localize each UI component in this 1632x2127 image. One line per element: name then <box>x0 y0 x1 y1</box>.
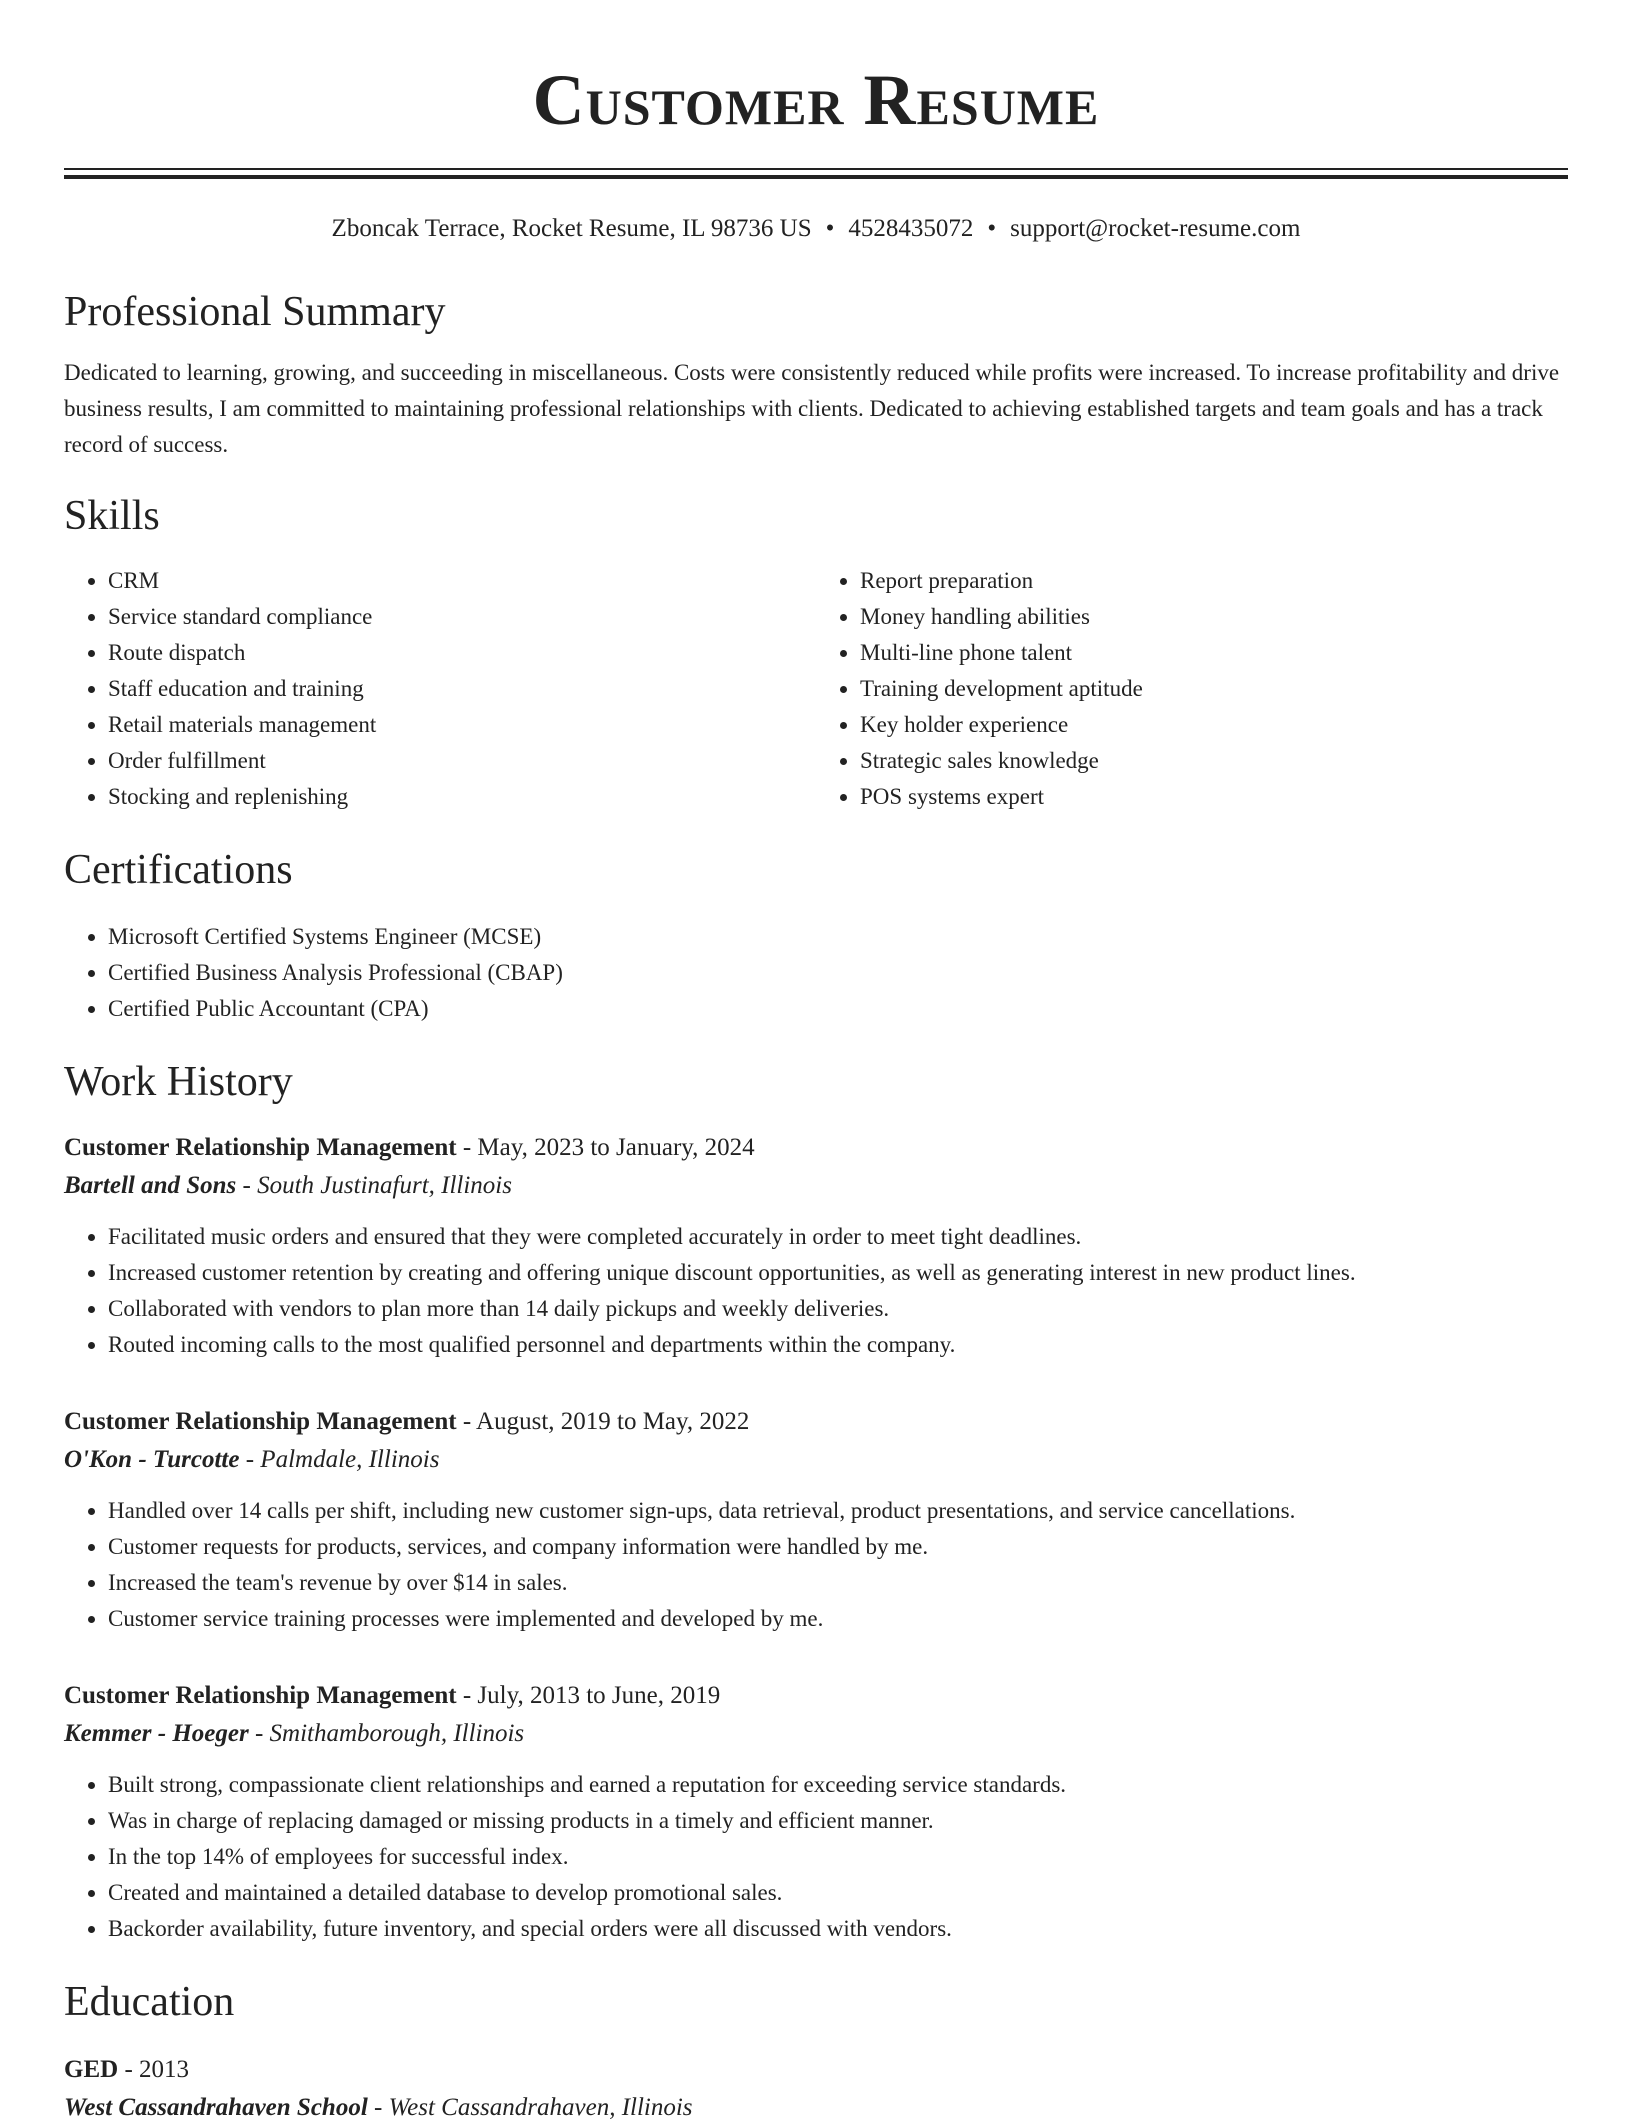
job-bullet: • In the top 14% of employees for successful index. <box>108 1839 1568 1875</box>
job-entry <box>64 1403 1568 1637</box>
skill-item: • Stocking and replenishing <box>108 779 816 815</box>
job-title: Customer Relationship Management <box>64 1408 457 1435</box>
work-history-heading: Work History <box>64 1059 293 1105</box>
certifications-heading: Certifications <box>64 847 293 893</box>
skill-item: • Staff education and training <box>108 671 816 707</box>
skill-item: • Retail materials management <box>108 707 816 743</box>
skill-item: • Strategic sales knowledge <box>860 743 1568 779</box>
job-company-line: Kemmer - Hoeger - Smithamborough, Illinois <box>64 1720 525 1747</box>
education-location: West Cassandrahaven, Illinois <box>388 2094 693 2121</box>
job-bullet: • Facilitated music orders and ensured that they were completed accurately in order to meet tight deadlines. <box>108 1219 1568 1255</box>
skills-heading: Skills <box>64 493 160 539</box>
job-company-line: O'Kon - Turcotte - Palmdale, Illinois <box>64 1446 440 1473</box>
contact-address: Zboncak Terrace, Rocket Resume, IL 98736 US <box>331 215 812 242</box>
skills-list-left <box>64 563 816 815</box>
contact-separator: • <box>987 215 997 242</box>
job-bullets <box>64 1219 1568 1363</box>
job-bullet: • Customer requests for products, services, and company information were handled by me. <box>108 1529 1568 1565</box>
job-location: Palmdale, Illinois <box>260 1446 440 1473</box>
job-entry <box>64 1677 1568 1947</box>
contact-email: support@rocket-resume.com <box>1010 215 1301 242</box>
job-bullets <box>64 1493 1568 1637</box>
skill-item: • CRM <box>108 563 816 599</box>
skill-item: • POS systems expert <box>860 779 1568 815</box>
education-year: 2013 <box>139 2056 190 2083</box>
job-company: Bartell and Sons <box>64 1172 237 1199</box>
job-title: Customer Relationship Management <box>64 1682 457 1709</box>
job-bullet: • Handled over 14 calls per shift, including new customer sign-ups, data retrieval, product presentations, and service cancellations. <box>108 1493 1568 1529</box>
job-title-line: Customer Relationship Management - May, 2023 to January, 2024 <box>64 1134 755 1161</box>
certification-item: • Certified Business Analysis Professional (CBAP) <box>108 955 1568 991</box>
certification-item: • Microsoft Certified Systems Engineer (MCSE) <box>108 919 1568 955</box>
education-school: West Cassandrahaven School <box>64 2094 368 2121</box>
skill-item: • Order fulfillment <box>108 743 816 779</box>
job-company-line: Bartell and Sons - South Justinafurt, Illinois <box>64 1172 512 1199</box>
job-bullet: • Increased the team's revenue by over $14 in sales. <box>108 1565 1568 1601</box>
job-bullet: • Collaborated with vendors to plan more than 14 daily pickups and weekly deliveries. <box>108 1291 1568 1327</box>
job-bullet: • Built strong, compassionate client relationships and earned a reputation for exceeding service standards. <box>108 1767 1568 1803</box>
skill-item: • Key holder experience <box>860 707 1568 743</box>
job-bullet: • Was in charge of replacing damaged or missing products in a timely and efficient manner. <box>108 1803 1568 1839</box>
skills-columns <box>64 563 1568 815</box>
header-divider-thin <box>64 168 1568 170</box>
skill-item: • Training development aptitude <box>860 671 1568 707</box>
contact-phone: 4528435072 <box>848 215 974 242</box>
summary-text: Dedicated to learning, growing, and succeeding in miscellaneous. Costs were consistently reduced while profits were increased. To increase profitability and drive business results, I am committed to maintaining professional relationships with clients. Dedicated to achieving established targets and team goals and has a track record of success. <box>64 360 1560 457</box>
skills-list-right <box>816 563 1568 815</box>
job-bullets <box>64 1767 1568 1947</box>
contact-separator: • <box>825 215 835 242</box>
job-bullet: • Customer service training processes were implemented and developed by me. <box>108 1601 1568 1637</box>
skill-item: • Money handling abilities <box>860 599 1568 635</box>
job-bullet: • Routed incoming calls to the most qualified personnel and departments within the company. <box>108 1327 1568 1363</box>
education-heading: Education <box>64 1979 235 2025</box>
job-dates: July, 2013 to June, 2019 <box>477 1682 721 1709</box>
job-bullet: • Backorder availability, future inventory, and special orders were all discussed with vendors. <box>108 1911 1568 1947</box>
education-degree: GED <box>64 2056 119 2083</box>
job-title: Customer Relationship Management <box>64 1134 457 1161</box>
job-title-line: Customer Relationship Management - August, 2019 to May, 2022 <box>64 1408 750 1435</box>
skill-item: • Multi-line phone talent <box>860 635 1568 671</box>
job-title-line: Customer Relationship Management - July, 2013 to June, 2019 <box>64 1682 721 1709</box>
education-degree-line: GED - 2013 <box>64 2056 190 2083</box>
job-location: South Justinafurt, Illinois <box>257 1172 512 1199</box>
skill-item: • Service standard compliance <box>108 599 816 635</box>
skill-item: • Route dispatch <box>108 635 816 671</box>
job-dates: May, 2023 to January, 2024 <box>477 1134 755 1161</box>
skill-item: • Report preparation <box>860 563 1568 599</box>
job-company: O'Kon - Turcotte <box>64 1446 240 1473</box>
job-dates: August, 2019 to May, 2022 <box>476 1408 750 1435</box>
resume-name: Customer Resume <box>532 60 1100 140</box>
job-location: Smithamborough, Illinois <box>269 1720 525 1747</box>
header-divider-thick <box>64 175 1568 179</box>
education-school-line: West Cassandrahaven School - West Cassandrahaven, Illinois <box>64 2094 693 2121</box>
education-entry <box>64 2051 1568 2127</box>
job-bullet: • Created and maintained a detailed database to develop promotional sales. <box>108 1875 1568 1911</box>
contact-line <box>64 213 1568 245</box>
certification-item: • Certified Public Accountant (CPA) <box>108 991 1568 1027</box>
summary-heading: Professional Summary <box>64 289 446 335</box>
job-bullet: • Increased customer retention by creating and offering unique discount opportunities, as well as generating interest in new product lines. <box>108 1255 1568 1291</box>
job-entry <box>64 1129 1568 1363</box>
job-company: Kemmer - Hoeger <box>64 1720 249 1747</box>
certifications-list <box>64 919 1568 1027</box>
